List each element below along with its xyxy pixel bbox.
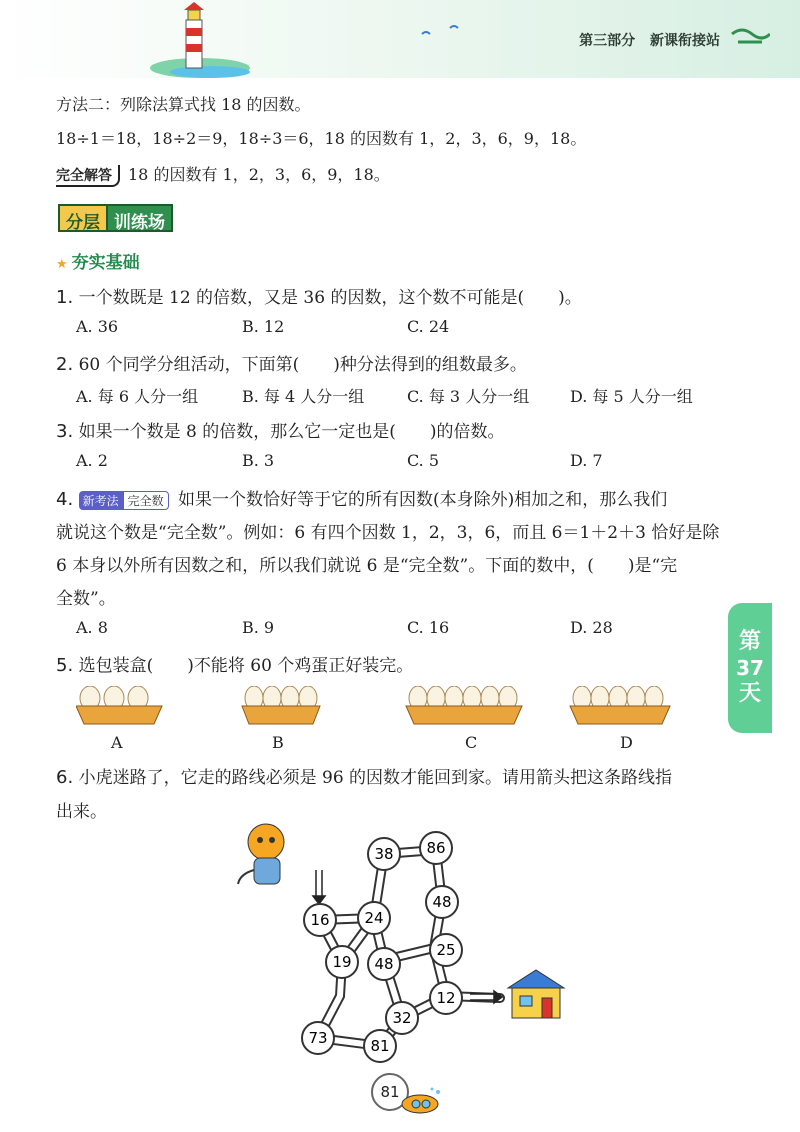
house-icon: [508, 970, 564, 1018]
egg-carton-b[interactable]: [242, 686, 320, 724]
banner-part1: 分层: [58, 204, 108, 232]
option[interactable]: C. 每 3 人分一组: [407, 387, 530, 406]
question-1: [56, 283, 582, 308]
maze-node[interactable]: 12: [436, 989, 456, 1007]
subheading-text: 夯实基础: [71, 253, 140, 273]
day-tab: [728, 603, 772, 733]
entry-arrow-icon: [313, 870, 325, 904]
carton-label-d: D: [620, 733, 633, 752]
question-5: [56, 651, 413, 676]
method-two-line: 方法二：列除法算式找 18 的因数。: [56, 95, 311, 114]
question-6: [56, 763, 672, 788]
question-number: 4.: [56, 489, 74, 510]
perfect-number-tag: 完全数: [123, 491, 169, 510]
page-header: [0, 0, 800, 78]
question-6-line2: 出来。: [56, 802, 107, 822]
section-banner: [58, 204, 173, 232]
question-text: 如果一个数是 8 的倍数，那么它一定也是( )的倍数。: [78, 422, 505, 442]
option[interactable]: A. 2: [76, 451, 108, 470]
maze-node[interactable]: 48: [432, 893, 452, 911]
maze-node[interactable]: 81: [370, 1037, 390, 1055]
egg-carton-c[interactable]: [406, 686, 522, 724]
question-3: [56, 417, 504, 442]
lighthouse-illustration: [150, 2, 480, 78]
maze-node[interactable]: 25: [436, 941, 456, 959]
maze-node[interactable]: 32: [392, 1009, 412, 1027]
submarine-icon: [398, 1086, 444, 1116]
answer-tag: 完全解答: [56, 165, 120, 187]
day-tab-suffix: 天: [738, 681, 761, 706]
question-2: [56, 350, 527, 375]
new-method-tag: 新考法: [79, 491, 123, 510]
answer-line: [56, 162, 390, 187]
question-text: 如果一个数恰好等于它的所有因数(本身除外)相加之和，那么我们: [178, 490, 668, 510]
egg-cartons: [76, 686, 686, 728]
question-number: 3.: [56, 421, 74, 442]
question-text: 60 个同学分组活动，下面第( )种分法得到的组数最多。: [78, 355, 527, 375]
option[interactable]: C. 24: [407, 317, 450, 336]
subheading: [56, 248, 140, 273]
option[interactable]: B. 12: [242, 317, 285, 336]
option[interactable]: B. 3: [242, 451, 275, 470]
header-labels: [569, 30, 720, 50]
egg-carton-d[interactable]: [570, 686, 670, 724]
tiger-icon: [238, 824, 284, 884]
option[interactable]: A. 8: [76, 618, 108, 637]
maze-diagram: [230, 820, 590, 1070]
question-number: 2.: [56, 354, 74, 375]
maze-node[interactable]: 86: [426, 839, 446, 857]
option[interactable]: A. 每 6 人分一组: [76, 387, 199, 406]
question-number: 6.: [56, 767, 74, 788]
maze-node[interactable]: 38: [374, 845, 394, 863]
option[interactable]: A. 36: [76, 317, 119, 336]
question-4-line2: 就说这个数是“完全数”。例如：6 有四个因数 1，2，3，6，而且 6＝1＋2＋3 恰好是除: [56, 523, 720, 543]
egg-carton-a[interactable]: [76, 686, 162, 724]
option[interactable]: C. 16: [407, 618, 450, 637]
maze-node[interactable]: 24: [364, 909, 384, 927]
option[interactable]: B. 9: [242, 618, 275, 637]
maze-node[interactable]: 48: [374, 955, 394, 973]
question-number: 5.: [56, 655, 74, 676]
carton-label-c: C: [465, 733, 478, 752]
carton-label-b: B: [272, 733, 284, 752]
carton-label-a: A: [111, 733, 123, 752]
star-icon: ★: [56, 257, 68, 272]
day-tab-number: 37: [736, 656, 764, 680]
question-text: 一个数既是 12 的倍数，又是 36 的因数，这个数不可能是( )。: [78, 288, 582, 308]
option[interactable]: D. 28: [570, 618, 613, 637]
question-4: [56, 485, 667, 510]
option[interactable]: B. 每 4 人分一组: [242, 387, 365, 406]
banner-part2: 训练场: [108, 204, 173, 232]
division-line: 18÷1＝18，18÷2＝9，18÷3＝6，18 的因数有 1，2，3，6，9，18。: [56, 129, 587, 148]
column-label: 新课衔接站: [650, 33, 720, 49]
maze-node[interactable]: 73: [308, 1029, 328, 1047]
option[interactable]: C. 5: [407, 451, 440, 470]
question-4-line4: 全数”。: [56, 589, 116, 609]
header-wave-icon: [730, 24, 770, 46]
day-tab-prefix: 第: [738, 629, 761, 654]
option[interactable]: D. 7: [570, 451, 603, 470]
question-text: 选包装盒( )不能将 60 个鸡蛋正好装完。: [78, 656, 414, 676]
maze-node[interactable]: 19: [332, 953, 352, 971]
page-number: 81: [371, 1073, 409, 1111]
question-4-line3: 6 本身以外所有因数之和，所以我们就说 6 是“完全数”。下面的数中，( )是“完: [56, 556, 678, 576]
section-label: 第三部分: [579, 33, 636, 49]
maze-node[interactable]: 16: [310, 911, 330, 929]
option[interactable]: D. 每 5 人分一组: [570, 387, 693, 406]
question-number: 1.: [56, 287, 74, 308]
question-text: 小虎迷路了，它走的路线必须是 96 的因数才能回到家。请用箭头把这条路线指: [78, 768, 673, 788]
answer-text: 18 的因数有 1，2，3，6，9，18。: [128, 165, 390, 184]
